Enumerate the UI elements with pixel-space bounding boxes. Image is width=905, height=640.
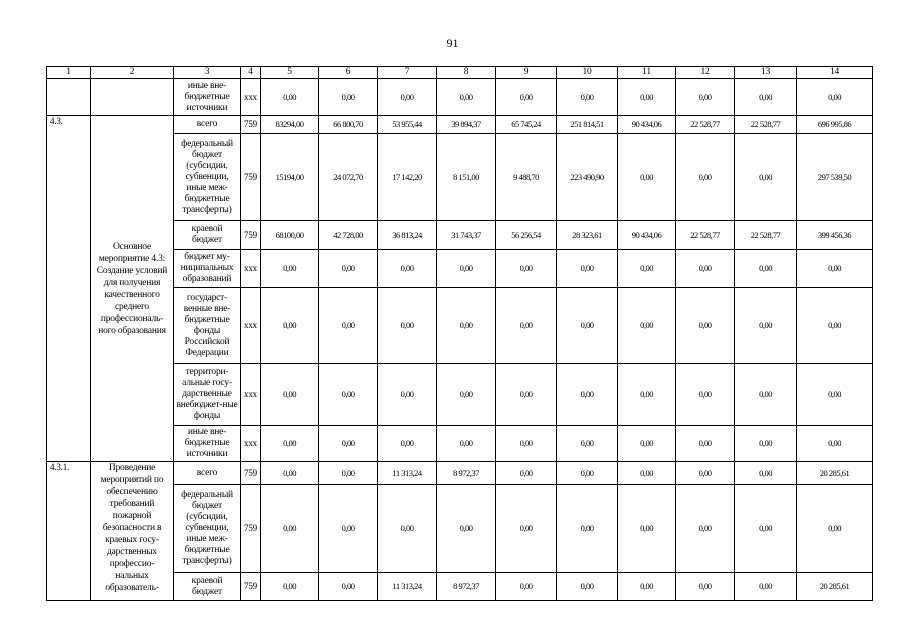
value-cell: 0,00 bbox=[378, 288, 437, 364]
code-col4: 759 bbox=[241, 221, 261, 250]
value-cell: 0,00 bbox=[319, 573, 378, 601]
value-cell: 20 285,61 bbox=[797, 462, 873, 485]
header-cell: 9 bbox=[496, 67, 557, 79]
code-col4: ххх bbox=[241, 364, 261, 426]
code-col4: ххх bbox=[241, 250, 261, 288]
code-col4: ххх bbox=[241, 288, 261, 364]
value-cell: 696 995,86 bbox=[797, 116, 873, 134]
value-cell: 0,00 bbox=[735, 134, 797, 221]
value-cell: 0,00 bbox=[378, 79, 437, 116]
code-col4: 759 bbox=[241, 573, 261, 601]
value-cell: 0,00 bbox=[496, 364, 557, 426]
value-cell: 0,00 bbox=[437, 79, 496, 116]
value-cell: 0,00 bbox=[676, 573, 735, 601]
table-row bbox=[47, 116, 873, 134]
code-col4: 759 bbox=[241, 462, 261, 485]
name-cell bbox=[91, 79, 174, 116]
source-cell: всего bbox=[174, 116, 241, 134]
code-col4: ххх bbox=[241, 426, 261, 462]
source-cell: федеральный бюджет (субсидии, субвенции, иные меж-бюджетные трансферты) bbox=[174, 134, 241, 221]
value-cell: 0,00 bbox=[496, 573, 557, 601]
value-cell: 0,00 bbox=[557, 462, 618, 485]
value-cell: 0,00 bbox=[496, 250, 557, 288]
header-cell: 4 bbox=[241, 67, 261, 79]
value-cell: 0,00 bbox=[618, 485, 676, 573]
value-cell: 0,00 bbox=[319, 485, 378, 573]
code-cell: 4.3. bbox=[47, 116, 91, 462]
value-cell: 56 256,54 bbox=[496, 221, 557, 250]
value-cell: 0,00 bbox=[676, 426, 735, 462]
value-cell: 0,00 bbox=[618, 250, 676, 288]
source-cell: территори-альные госу-дарственные внебюджет-ные фонды bbox=[174, 364, 241, 426]
value-cell: 11 313,24 bbox=[378, 462, 437, 485]
header-cell: 7 bbox=[378, 67, 437, 79]
value-cell: 0,00 bbox=[676, 485, 735, 573]
value-cell: 0,00 bbox=[437, 485, 496, 573]
value-cell: 39 894,37 bbox=[437, 116, 496, 134]
value-cell: 0,00 bbox=[557, 573, 618, 601]
source-cell: федеральный бюджет (субсидии, субвенции, иные меж-бюджетные трансферты) bbox=[174, 485, 241, 573]
value-cell: 0,00 bbox=[437, 364, 496, 426]
value-cell: 42 728,00 bbox=[319, 221, 378, 250]
value-cell: 0,00 bbox=[735, 462, 797, 485]
value-cell: 0,00 bbox=[618, 426, 676, 462]
value-cell: 8 972,37 bbox=[437, 573, 496, 601]
value-cell: 0,00 bbox=[797, 288, 873, 364]
value-cell: 53 955,44 bbox=[378, 116, 437, 134]
name-cell: Проведение мероприятий по обеспечению требований пожарной безопасности в краевых госу-дарственных профессио-нальных образователь- bbox=[91, 462, 174, 601]
value-cell: 24 072,70 bbox=[319, 134, 378, 221]
value-cell: 0,00 bbox=[557, 79, 618, 116]
table-row bbox=[47, 462, 873, 485]
header-cell: 8 bbox=[437, 67, 496, 79]
value-cell: 0,00 bbox=[676, 462, 735, 485]
value-cell: 83294,00 bbox=[261, 116, 319, 134]
value-cell: 8 972,37 bbox=[437, 462, 496, 485]
name-cell: Основное мероприятие 4.3: Создание условий для получения качественного среднего профессиональ-ного образования bbox=[91, 116, 174, 462]
source-cell: иные вне-бюджетные источники bbox=[174, 426, 241, 462]
code-cell bbox=[47, 79, 91, 116]
value-cell: 0,00 bbox=[378, 426, 437, 462]
value-cell: 0,00 bbox=[735, 426, 797, 462]
page-number: 91 bbox=[446, 36, 459, 50]
source-cell: всего bbox=[174, 462, 241, 485]
value-cell: 31 743,37 bbox=[437, 221, 496, 250]
value-cell: 0,00 bbox=[676, 288, 735, 364]
value-cell: 15194,00 bbox=[261, 134, 319, 221]
value-cell: 8 151,00 bbox=[437, 134, 496, 221]
value-cell: 0,00 bbox=[618, 288, 676, 364]
source-cell: иные вне-бюджетные источники bbox=[174, 79, 241, 116]
value-cell: 28 323,61 bbox=[557, 221, 618, 250]
value-cell: 0,00 bbox=[557, 288, 618, 364]
value-cell: 0,00 bbox=[378, 364, 437, 426]
value-cell: 0,00 bbox=[557, 364, 618, 426]
value-cell: 9 488,70 bbox=[496, 134, 557, 221]
value-cell: 0,00 bbox=[618, 573, 676, 601]
value-cell: 0,00 bbox=[496, 288, 557, 364]
value-cell: 0,00 bbox=[797, 485, 873, 573]
value-cell: 0,00 bbox=[319, 288, 378, 364]
value-cell: 0,00 bbox=[557, 426, 618, 462]
value-cell: 22 528,77 bbox=[676, 116, 735, 134]
value-cell: 0,00 bbox=[618, 134, 676, 221]
value-cell: 0,00 bbox=[261, 79, 319, 116]
value-cell: 65 745,24 bbox=[496, 116, 557, 134]
value-cell: 11 313,24 bbox=[378, 573, 437, 601]
header-cell: 13 bbox=[735, 67, 797, 79]
header-cell: 6 bbox=[319, 67, 378, 79]
header-cell: 3 bbox=[174, 67, 241, 79]
value-cell: 0,00 bbox=[319, 250, 378, 288]
header-cell: 5 bbox=[261, 67, 319, 79]
value-cell: 0,00 bbox=[319, 364, 378, 426]
header-cell: 10 bbox=[557, 67, 618, 79]
value-cell: 68100,00 bbox=[261, 221, 319, 250]
value-cell: 22 528,77 bbox=[676, 221, 735, 250]
value-cell: 0,00 bbox=[618, 364, 676, 426]
value-cell: 0,00 bbox=[735, 288, 797, 364]
value-cell: 0,00 bbox=[319, 462, 378, 485]
value-cell: 0,00 bbox=[618, 462, 676, 485]
value-cell: 22 528,77 bbox=[735, 221, 797, 250]
value-cell: 90 434,06 bbox=[618, 221, 676, 250]
value-cell: 0,00 bbox=[735, 79, 797, 116]
value-cell: 251 814,51 bbox=[557, 116, 618, 134]
value-cell: 0,00 bbox=[261, 364, 319, 426]
value-cell: 0,00 bbox=[676, 79, 735, 116]
value-cell: 0,00 bbox=[797, 364, 873, 426]
value-cell: 0,00 bbox=[261, 462, 319, 485]
value-cell: 17 142,20 bbox=[378, 134, 437, 221]
value-cell: 0,00 bbox=[496, 462, 557, 485]
code-col4: ххх bbox=[241, 79, 261, 116]
value-cell: 0,00 bbox=[378, 250, 437, 288]
value-cell: 0,00 bbox=[261, 288, 319, 364]
header-cell: 1 bbox=[47, 67, 91, 79]
header-cell: 2 bbox=[91, 67, 174, 79]
code-col4: 759 bbox=[241, 116, 261, 134]
value-cell: 0,00 bbox=[676, 250, 735, 288]
value-cell: 90 434,06 bbox=[618, 116, 676, 134]
budget-table bbox=[46, 66, 873, 601]
value-cell: 0,00 bbox=[496, 426, 557, 462]
value-cell: 0,00 bbox=[557, 485, 618, 573]
value-cell: 0,00 bbox=[496, 485, 557, 573]
value-cell: 0,00 bbox=[261, 426, 319, 462]
value-cell: 0,00 bbox=[735, 485, 797, 573]
value-cell: 0,00 bbox=[557, 250, 618, 288]
value-cell: 0,00 bbox=[735, 250, 797, 288]
value-cell: 0,00 bbox=[437, 288, 496, 364]
value-cell: 0,00 bbox=[797, 426, 873, 462]
value-cell: 0,00 bbox=[496, 79, 557, 116]
value-cell: 0,00 bbox=[735, 573, 797, 601]
value-cell: 0,00 bbox=[797, 250, 873, 288]
source-cell: государст-венные вне-бюджетные фонды Российской Федерации bbox=[174, 288, 241, 364]
value-cell: 0,00 bbox=[735, 364, 797, 426]
code-col4: 759 bbox=[241, 134, 261, 221]
code-col4: 759 bbox=[241, 485, 261, 573]
value-cell: 297 539,50 bbox=[797, 134, 873, 221]
source-cell: краевой бюджет bbox=[174, 221, 241, 250]
value-cell: 0,00 bbox=[319, 426, 378, 462]
header-cell: 11 bbox=[618, 67, 676, 79]
source-cell: бюджет му-ниципальных образований bbox=[174, 250, 241, 288]
code-cell: 4.3.1. bbox=[47, 462, 91, 601]
value-cell: 0,00 bbox=[797, 79, 873, 116]
value-cell: 223 490,90 bbox=[557, 134, 618, 221]
value-cell: 22 528,77 bbox=[735, 116, 797, 134]
value-cell: 399 456,36 bbox=[797, 221, 873, 250]
value-cell: 0,00 bbox=[437, 426, 496, 462]
header-cell: 14 bbox=[797, 67, 873, 79]
header-row bbox=[47, 67, 873, 79]
table-row bbox=[47, 79, 873, 116]
value-cell: 66 800,70 bbox=[319, 116, 378, 134]
value-cell: 0,00 bbox=[618, 79, 676, 116]
value-cell: 20 285,61 bbox=[797, 573, 873, 601]
header-cell: 12 bbox=[676, 67, 735, 79]
value-cell: 0,00 bbox=[261, 485, 319, 573]
value-cell: 36 813,24 bbox=[378, 221, 437, 250]
value-cell: 0,00 bbox=[437, 250, 496, 288]
value-cell: 0,00 bbox=[676, 134, 735, 221]
value-cell: 0,00 bbox=[319, 79, 378, 116]
value-cell: 0,00 bbox=[378, 485, 437, 573]
value-cell: 0,00 bbox=[261, 250, 319, 288]
value-cell: 0,00 bbox=[261, 573, 319, 601]
source-cell: краевой бюджет bbox=[174, 573, 241, 601]
value-cell: 0,00 bbox=[676, 364, 735, 426]
